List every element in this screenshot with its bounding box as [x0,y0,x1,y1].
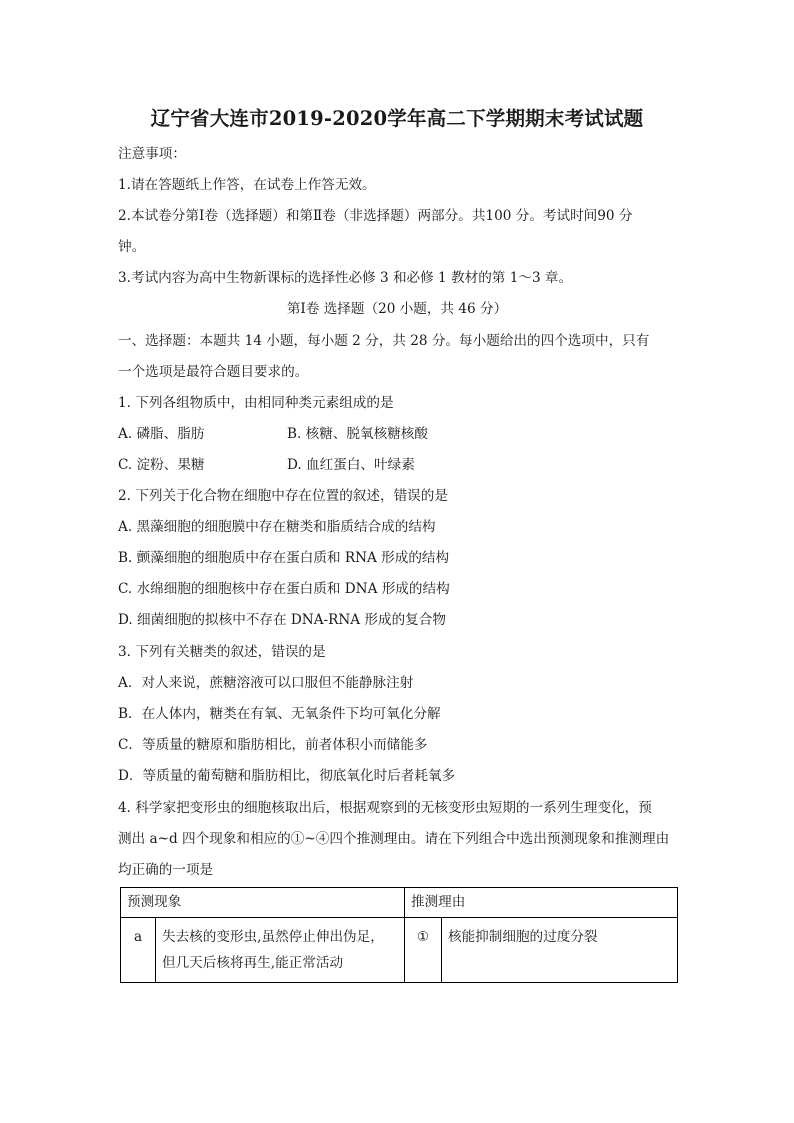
question-2-option-c: C. 水绵细胞的细胞核中存在蛋白质和 DNA 形成的结构 [118,581,450,597]
exam-title: 辽宁省大连市2019-2020学年高二下学期期末考试试题 [150,107,644,130]
question-2-stem: 2. 下列关于化合物在细胞中存在位置的叙述，错误的是 [118,488,448,504]
question-3-option-c: C．等质量的糖原和脂肪相比，前者体积小而储能多 [118,737,428,753]
question-1-option-a: A. 磷脂、脂肪 [118,426,205,442]
phenomenon-line-1: 失去核的变形虫,虽然停止伸出伪足， [162,929,384,945]
table-row-reason: 核能抑制细胞的过度分裂 [442,918,678,983]
question-2-option-b: B. 颤藻细胞的细胞质中存在蛋白质和 RNA 形成的结构 [118,550,450,566]
question-2-option-a: A. 黑藻细胞的细胞膜中存在糖类和脂质结合成的结构 [118,519,436,535]
notice-item-1: 1.请在答题纸上作答，在试卷上作答无效。 [118,177,376,193]
question-1-stem: 1. 下列各组物质中，由相同种类元素组成的是 [118,395,394,411]
question-3-option-a: A．对人来说，蔗糖溶液可以口服但不能静脉注射 [118,675,414,691]
notice-item-3: 3.考试内容为高中生物新课标的选择性必修 3 和必修 1 教材的第 1～3 章。 [118,270,573,286]
table-row [121,918,678,983]
phenomenon-line-2: 但几天后核将再生,能正常活动 [162,955,344,971]
question-3-stem: 3. 下列有关糖类的叙述，错误的是 [118,644,326,660]
question-1-option-d: D. 血红蛋白、叶绿素 [287,457,415,473]
question-1-option-b: B. 核糖、脱氧核糖核酸 [287,426,428,442]
section-heading: 第Ⅰ卷 选择题（20 小题，共 46 分） [286,301,508,317]
notice-item-2-cont: 钟。 [118,239,146,255]
question-1-option-c: C. 淀粉、果糖 [118,457,205,473]
question-4-stem-line-3: 均正确的一项是 [118,862,214,878]
notice-item-2: 2.本试卷分第Ⅰ卷（选择题）和第Ⅱ卷（非选择题）两部分。共100 分。考试时间90 分 [118,208,633,224]
table-header-phenomenon: 预测现象 [121,888,405,918]
table-header-reason: 推测理由 [405,888,678,918]
question-3-option-b: B．在人体内，糖类在有氧、无氧条件下均可氧化分解 [118,706,441,722]
question-4-stem-line-1: 4. 科学家把变形虫的细胞核取出后，根据观察到的无核变形虫短期的一系列生理变化，预 [118,800,652,816]
section-intro-line-2: 一个选项是最符合题目要求的。 [118,364,309,380]
question-2-option-d: D. 细菌细胞的拟核中不存在 DNA-RNA 形成的复合物 [118,612,446,628]
table-row-letter: a [121,918,156,983]
question-4-stem-line-2: 测出 a~d 四个现象和相应的①~④四个推测理由。请在下列组合中选出预测现象和推测理由 [118,831,670,847]
notice-heading: 注意事项： [118,146,186,162]
question-4-table [120,887,678,983]
question-3-option-d: D．等质量的葡萄糖和脂肪相比，彻底氧化时后者耗氧多 [118,768,456,784]
table-row-phenomenon [156,918,405,983]
table-row-number: ① [405,918,442,983]
section-intro-line-1: 一、选择题：本题共 14 小题，每小题 2 分，共 28 分。每小题给出的四个选项中，只有 [118,333,650,349]
table-header-row [121,888,678,918]
